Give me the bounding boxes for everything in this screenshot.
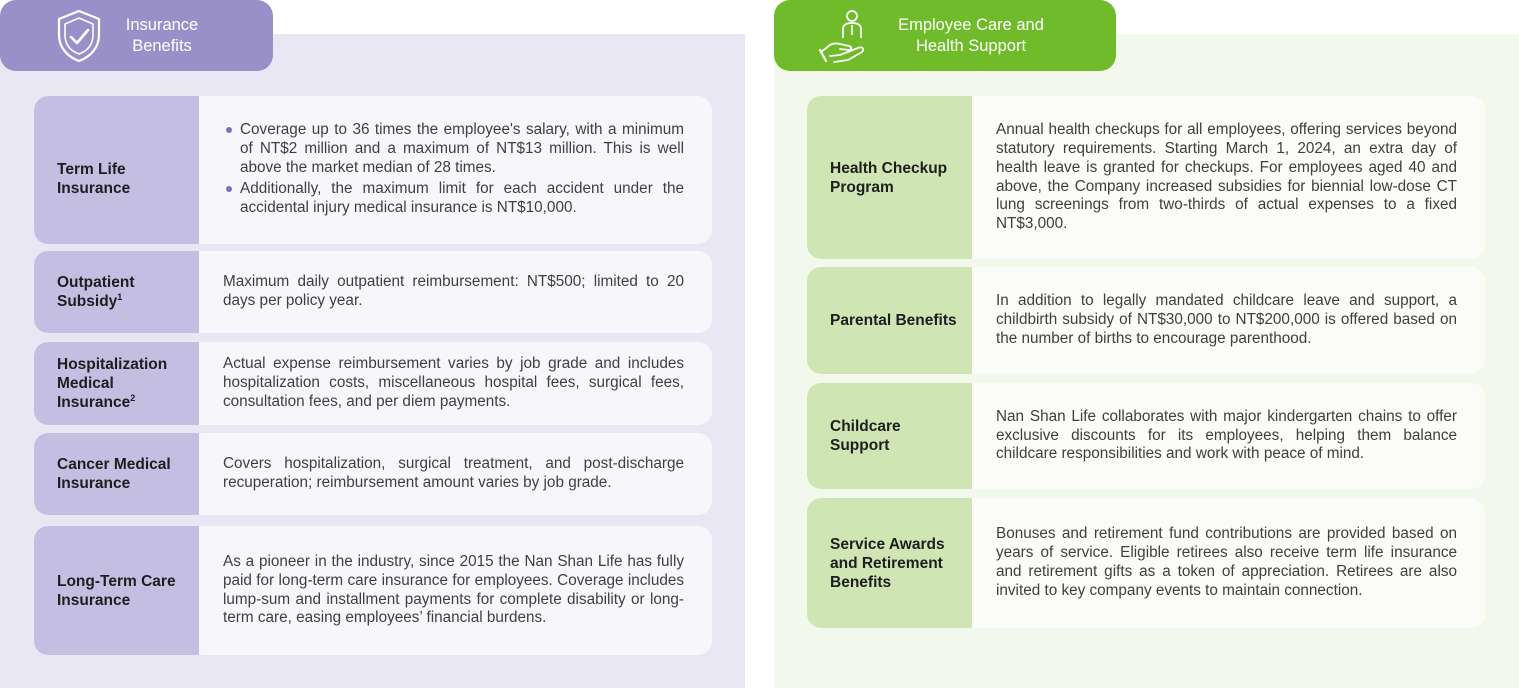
caring-hand-person-icon (818, 8, 874, 70)
hospitalization-label: Hospitalization Medical Insurance$^2$ (34, 342, 199, 425)
term-life-label: Term Life Insurance (34, 96, 199, 244)
childcare-row (807, 383, 1485, 489)
coverage-bullets (223, 121, 684, 221)
long-term-care-label: Long-Term Care Insurance (34, 526, 199, 655)
health-checkup-label: Health Checkup Program (807, 96, 972, 259)
bullet-item: Additionally, the maximum limit for each accident under the accidental injury medical insurance is NT$10,000. (223, 180, 684, 218)
bullet-item: Coverage up to 36 times the employee's salary, with a minimum of NT$2 million and a maximum of NT$13 million. This is well above the market median of 28 times. (223, 121, 684, 177)
parental-label: Parental Benefits (807, 267, 972, 374)
hospitalization-desc: Actual expense reimbursement varies by job grade and includes hospitalization costs, miscellaneous hospital fees, surgical fees, consultation fees, and per diem payments. (223, 355, 684, 410)
life-accident-row (34, 96, 712, 244)
parental-row (807, 267, 1485, 374)
service-awards-label: Service Awards and Retirement Benefits (807, 498, 972, 628)
health-checkup-desc: Annual health checkups for all employees, offering services beyond statutory requirements. Starting March 1, 2024, an extra day of health leave is granted for checkups. For employees aged 40 and above, the Company increased subsidies for biennial low-dose CT lung screenings from two-thirds of actual expenses to a fixed NT$3,000. (996, 121, 1457, 233)
footnote-marker: 1 (117, 291, 123, 302)
care-title-line2: Health Support (915, 37, 1027, 55)
health-checkup-row (807, 96, 1485, 259)
long-term-care-desc: As a pioneer in the industry, since 2015 the Nan Shan Life has fully paid for long-term care insurance for employees. Coverage includes lump-sum and installment payments for complete disability or long-term care, easing employees’ financial burdens. (223, 552, 684, 627)
cancer-label: Cancer Medical Insurance (34, 433, 199, 515)
outpatient-desc: Maximum daily outpatient reimbursement: NT$500; limited to 20 days per policy year. (223, 273, 684, 309)
care-title-line1: Employee Care and (898, 16, 1044, 34)
childcare-label: Childcare Support (807, 383, 972, 489)
employee-care-tab (774, 0, 1116, 71)
cancer-desc: Covers hospitalization, surgical treatment, and post-discharge recuperation; reimbursement amount varies by job grade. (223, 455, 684, 491)
service-awards-desc: Bonuses and retirement fund contributions are provided based on years of service. Eligible retirees also receive term life insurance and retirement gifts as a token of appreciation. Retirees are also invited to key company events to maintain connection. (996, 525, 1457, 599)
childcare-desc: Nan Shan Life collaborates with major kindergarten chains to offer exclusive discounts for its employees, helping them balance childcare responsibilities and work with peace of mind. (996, 407, 1457, 463)
cancer-row (34, 433, 712, 515)
hospitalization-row (34, 342, 712, 425)
service-awards-row (807, 498, 1485, 628)
insurance-title-line2: Benefits (132, 37, 192, 55)
shield-check-icon (55, 8, 103, 70)
outpatient-label: Outpatient Subsidy$^1$ (34, 251, 199, 333)
insurance-benefits-tab (0, 0, 273, 71)
footnote-marker: 2 (130, 392, 136, 403)
long-term-care-row (34, 526, 712, 655)
insurance-title-line1: Insurance (125, 16, 199, 34)
outpatient-row (34, 251, 712, 333)
parental-desc: In addition to legally mandated childcare leave and support, a childbirth subsidy of NT$30,000 to NT$200,000 is offered based on the number of births to encourage parenthood. (996, 292, 1457, 347)
